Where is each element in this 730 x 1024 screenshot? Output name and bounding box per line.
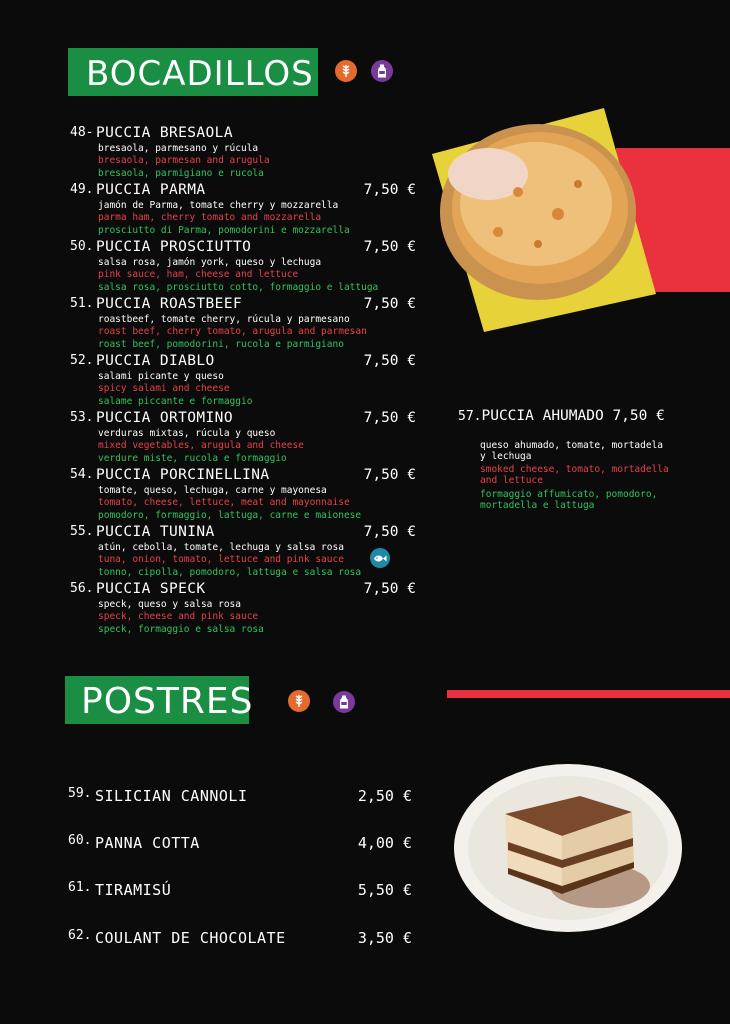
item-number: 48-: [70, 125, 94, 140]
item-name: SILICIAN CANNOLI: [95, 787, 248, 805]
description-it: bresaola, parmigiano e rucola: [98, 167, 264, 179]
description-es: speck, queso y salsa rosa: [98, 599, 241, 610]
section-title-postres: [65, 676, 254, 724]
item-number: 51.: [70, 296, 94, 311]
item-price: 4,00 €: [357, 834, 412, 852]
description-it: [480, 489, 718, 511]
bocadillos-title-text: BOCADILLOS: [86, 54, 314, 94]
item-name: PUCCIA ORTOMINO: [96, 410, 233, 426]
menu-item-52: [70, 353, 430, 408]
description-en: bresaola, parmesan and arugula: [98, 155, 270, 167]
item-number: 60.: [68, 833, 92, 848]
description-es: tomate, queso, lechuga, carne y mayonesa: [98, 485, 327, 496]
description-es: roastbeef, tomate cherry, rúcula y parmesano: [98, 314, 350, 325]
item-number: 55.: [70, 524, 94, 539]
item-price: 7,50 €: [363, 524, 416, 540]
description-it: roast beef, pomodorini, rucola e parmigiano: [98, 338, 344, 350]
wheat-icon: [335, 60, 357, 82]
milk-bottle-icon: [371, 60, 393, 82]
menu-item-50: [70, 239, 430, 294]
description-es: salsa rosa, jamón york, queso y lechuga: [98, 257, 322, 268]
description-es: bresaola, parmesano y rúcula: [98, 143, 259, 154]
tiramisu-photo: [450, 756, 686, 936]
item-name: TIRAMISÚ: [95, 881, 172, 899]
item-price: 3,50 €: [357, 929, 412, 947]
description-es-line: y lechuga: [480, 451, 532, 462]
menu-item-49: [70, 182, 430, 237]
item-name: PUCCIA ROASTBEEF: [96, 296, 243, 312]
menu-item-57: [458, 408, 718, 511]
item-name: COULANT DE CHOCOLATE: [95, 929, 286, 947]
description-en-line: smoked cheese, tomato, mortadella: [480, 464, 669, 475]
item-number: 61.: [68, 880, 92, 895]
description-en: parma ham, cherry tomato and mozzarella: [98, 212, 322, 224]
description-it-line: formaggio affumicato, pomodoro,: [480, 489, 658, 500]
item-name: PUCCIA DIABLO: [96, 353, 215, 369]
item-name: PUCCIA PORCINELLINA: [96, 467, 270, 483]
description-es: [480, 440, 718, 462]
fish-icon: [370, 548, 390, 568]
item-number: 59.: [68, 786, 92, 801]
menu-item-51: [70, 296, 430, 351]
item-price: 7,50 €: [363, 239, 416, 255]
section-title-bocadillos: [68, 48, 318, 96]
menu-item-53: [70, 410, 430, 465]
menu-item-48: [70, 125, 430, 180]
description-en: pink sauce, ham, cheese and lettuce: [98, 269, 299, 281]
item-number: 49.: [70, 182, 94, 197]
description-es: salami picante y queso: [98, 371, 224, 382]
item-header: [458, 408, 718, 424]
puccia-sandwich-photo: [428, 104, 664, 336]
item-price: 7,50 €: [363, 410, 416, 426]
item-number: 57.: [458, 409, 482, 424]
item-price: 7,50 €: [363, 182, 416, 198]
item-price: 7,50 €: [363, 467, 416, 483]
item-price: 2,50 €: [357, 787, 412, 805]
milk-bottle-icon: [333, 691, 355, 713]
menu-item-56: [70, 581, 430, 636]
item-name: PUCCIA PARMA: [96, 182, 206, 198]
description-it: salsa rosa, prosciutto cotto, formaggio e lattuga: [98, 281, 379, 293]
description-es: atún, cebolla, tomate, lechuga y salsa rosa: [98, 542, 344, 553]
description-it-line: mortadella e lattuga: [480, 500, 595, 511]
description-it: salame piccante e formaggio: [98, 395, 253, 407]
item-number: 56.: [70, 581, 94, 596]
item-number: 62.: [68, 928, 92, 943]
wheat-icon: [288, 690, 310, 712]
item-price: 7,50 €: [363, 353, 416, 369]
item-number: 53.: [70, 410, 94, 425]
postres-title-text: POSTRES: [81, 681, 254, 722]
description-it: speck, formaggio e salsa rosa: [98, 623, 264, 635]
description-it: prosciutto di Parma, pomodorini e mozzarella: [98, 224, 350, 236]
description-en: roast beef, cherry tomato, arugula and parmesan: [98, 326, 367, 338]
item-price: 7,50 €: [363, 581, 416, 597]
description-en: mixed vegetables, arugula and cheese: [98, 440, 304, 452]
dessert-item-59: [68, 786, 418, 806]
dessert-item-62: [68, 928, 418, 948]
description-en: spicy salami and cheese: [98, 383, 230, 395]
decorative-red-line: [447, 690, 730, 698]
item-name: PUCCIA AHUMADO: [481, 408, 604, 424]
description-es: jamón de Parma, tomate cherry y mozzarella: [98, 200, 339, 211]
description-en: [480, 464, 718, 486]
description-es: verduras mixtas, rúcula y queso: [98, 428, 276, 439]
item-number: 52.: [70, 353, 94, 368]
item-name: PUCCIA PROSCIUTTO: [96, 239, 252, 255]
description-it: tonno, cipolla, pomodoro, lattuga e salsa rosa: [98, 566, 362, 578]
item-price: 7,50 €: [363, 296, 416, 312]
description-es-line: queso ahumado, tomate, mortadela: [480, 440, 664, 451]
description-it: pomodoro, formaggio, lattuga, carne e maionese: [98, 509, 362, 521]
item-name: PUCCIA BRESAOLA: [96, 125, 233, 141]
description-en: speck, cheese and pink sauce: [98, 611, 259, 623]
menu-item-54: [70, 467, 430, 522]
item-number: 50.: [70, 239, 94, 254]
item-name: PUCCIA SPECK: [96, 581, 206, 597]
description-it: verdure miste, rucola e formaggio: [98, 452, 287, 464]
description-en-line: and lettuce: [480, 475, 543, 486]
dessert-item-60: [68, 833, 418, 853]
item-name: PUCCIA TUNINA: [96, 524, 215, 540]
description-en: tuna, onion, tomato, lettuce and pink sauce: [98, 554, 344, 566]
description-en: tomato, cheese, lettuce, meat and mayonnaise: [98, 497, 350, 509]
item-price: 5,50 €: [357, 881, 412, 899]
item-price: 7,50 €: [612, 408, 665, 424]
dessert-item-61: [68, 880, 418, 900]
item-number: 54.: [70, 467, 94, 482]
item-name: PANNA COTTA: [95, 834, 200, 852]
